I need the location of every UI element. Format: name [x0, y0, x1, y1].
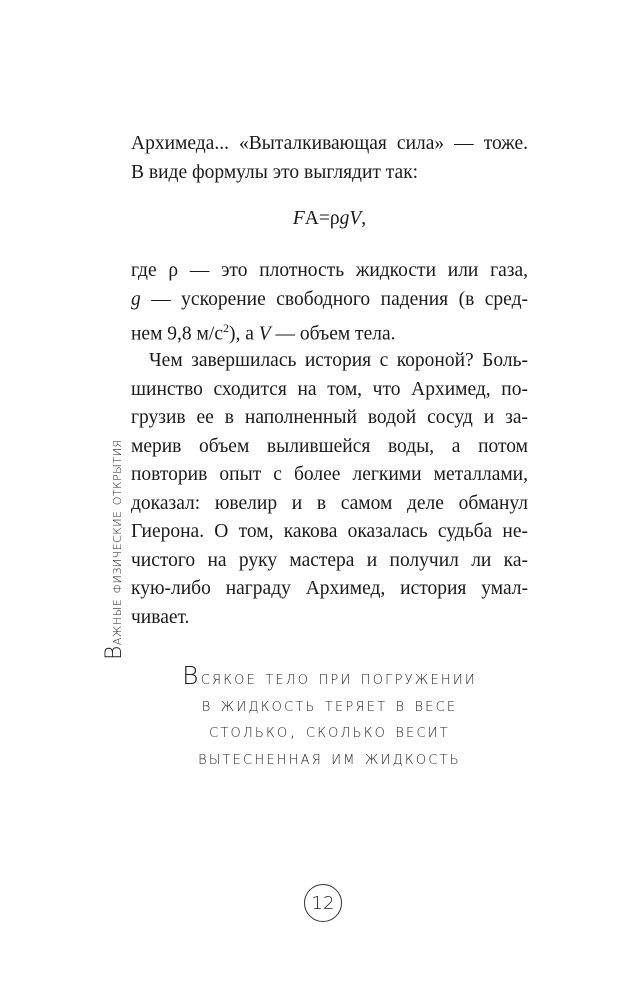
text-segment: нем 9,8 м/с [131, 323, 223, 345]
text-segment: ), а [228, 323, 259, 345]
paragraph-3-line: чивает. [131, 606, 190, 628]
text-segment: — ускорение свободного падения (в сред- [140, 288, 528, 310]
formula-volume: V [349, 208, 362, 229]
paragraph-3-line: шинство сходится на том, что Архимед, по- [131, 378, 528, 400]
paragraph-3-line: чистого на руку мастера и получил ли ка- [131, 549, 528, 571]
page-number: 12 [304, 884, 342, 922]
superscript: 2 [222, 321, 229, 335]
symbol-V: V [258, 323, 271, 345]
symbol-g: g [131, 288, 141, 310]
archimedes-law-quote [131, 663, 528, 771]
running-head [100, 345, 130, 660]
paragraph-3-line: Гиерона. О том, какова оказалась судьба не- [131, 521, 528, 542]
formula-equals-rho: =ρ [318, 208, 340, 229]
quote-line: вытесненная им жидкость [198, 746, 461, 769]
paragraph-2 [131, 257, 528, 349]
paragraph-3-line: доказал: ювелир и в самом деле обманул [131, 492, 528, 514]
paragraph-2-line [131, 314, 528, 349]
paragraph-2-line: где ρ — это плотность жидкости или газа, [131, 260, 528, 281]
paragraph-3-line: грузив ее в наполненный водой сосуд и за- [131, 407, 528, 428]
quote-initial: В [182, 661, 201, 690]
paragraph-3-line: Чем завершилась история с короной? Боль- [149, 350, 528, 371]
paragraph-3-line: мерив объем вылившейся воды, а потом [131, 435, 528, 457]
quote-line [131, 663, 528, 692]
formula-comma: , [361, 208, 367, 229]
paragraph-1-line: В виде формулы это выглядит так: [131, 161, 419, 183]
text-segment: — объем тела. [270, 323, 396, 345]
quote-line: в жидкость теряет в весе [201, 693, 458, 716]
buoyancy-formula [131, 205, 528, 233]
paragraph-3-line: кую-либо награду Архимед, история умал- [131, 578, 528, 599]
running-head-initial: В [102, 645, 127, 660]
paragraph-3 [131, 347, 528, 632]
paragraph-1 [131, 130, 528, 187]
paragraph-2-line [131, 286, 528, 315]
formula-g: g [339, 208, 350, 229]
quote-text: сякое тело при погружении [200, 667, 477, 689]
paragraph-3-line: повторив опыт с более легкими металлами, [131, 464, 528, 485]
running-head-text: ажные физические открытия [107, 439, 125, 646]
paragraph-1-line: Архимеда... «Выталкивающая сила» — тоже. [131, 133, 528, 154]
formula-subscript: А [304, 208, 319, 229]
quote-line: столько, сколько весит [209, 720, 450, 742]
formula-force: F [292, 208, 305, 229]
